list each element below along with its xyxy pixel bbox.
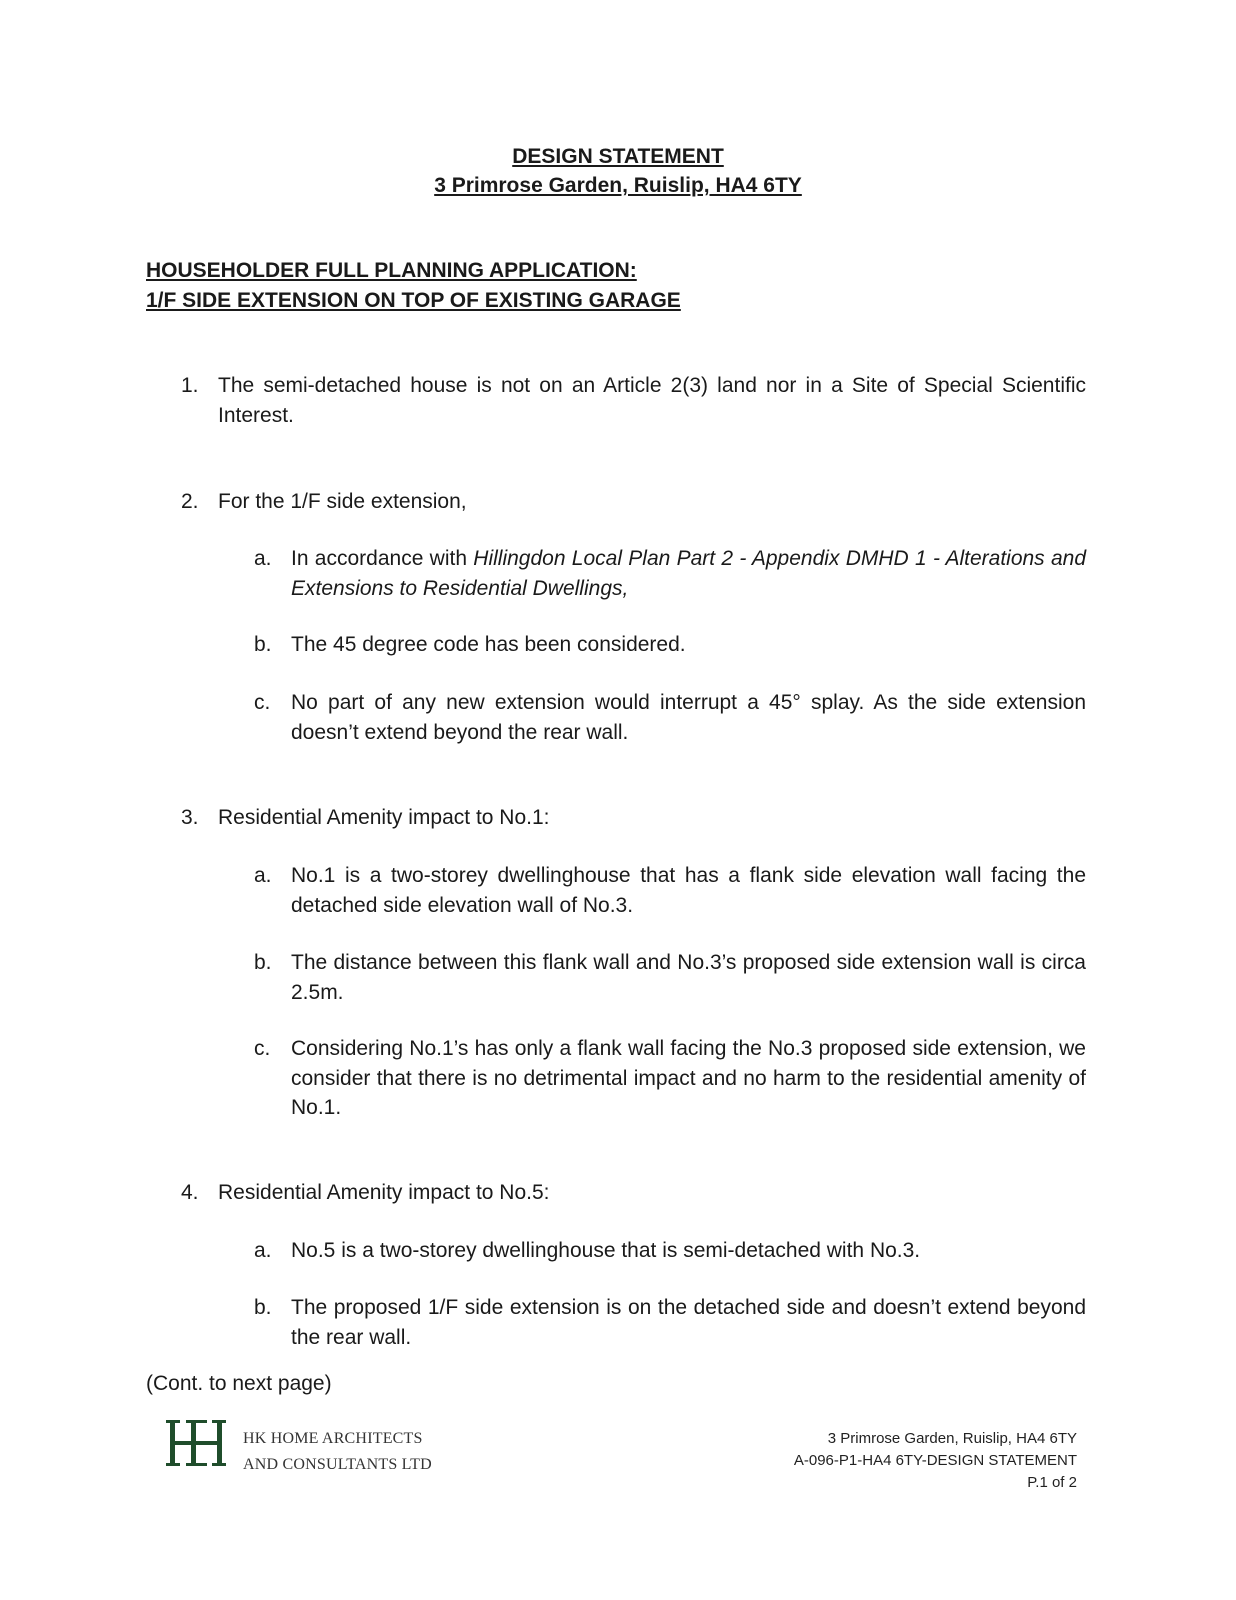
list-letter: b.: [254, 1296, 272, 1319]
list-letter: b.: [254, 633, 272, 656]
list-item-2: [181, 487, 1086, 517]
list-item-text: The semi-detached house is not on an Article 2(3) land nor in a Site of Special Scientific Interest.: [218, 374, 1086, 427]
list-item-text: The distance between this flank wall and No.3’s proposed side extension wall is circa 2.5m.: [291, 951, 1086, 1004]
list-letter: a.: [254, 547, 272, 570]
application-heading: [146, 256, 681, 316]
list-item-2b: [254, 630, 1086, 660]
list-item-text: The 45 degree code has been considered.: [291, 633, 686, 656]
title-line-2: 3 Primrose Garden, Ruislip, HA4 6TY: [434, 174, 802, 197]
list-letter: c.: [254, 691, 271, 714]
policy-reference: Hillingdon Local Plan Part 2 - Appendix DMHD 1 - Alterations and Extensions to Residential Dwellings,: [291, 547, 1087, 600]
footer-document-info: [794, 1428, 1077, 1494]
company-name-line-2: AND CONSULTANTS LTD: [243, 1456, 432, 1473]
list-number: 1.: [181, 374, 199, 397]
list-letter: a.: [254, 864, 272, 887]
list-number: 4.: [181, 1181, 199, 1204]
list-number: 2.: [181, 490, 199, 513]
list-item-2a: [254, 544, 1086, 603]
list-item-4b: [254, 1293, 1086, 1352]
list-item-text: No.5 is a two-storey dwellinghouse that is semi-detached with No.3.: [291, 1239, 921, 1262]
company-name-line-1: HK HOME ARCHITECTS: [243, 1430, 423, 1447]
continuation-note: (Cont. to next page): [146, 1372, 332, 1395]
title-line-1: DESIGN STATEMENT: [512, 145, 724, 168]
company-logo-icon: [166, 1420, 226, 1466]
list-item-text: Residential Amenity impact to No.1:: [218, 806, 550, 829]
footer-page-number: P.1 of 2: [1027, 1474, 1077, 1491]
text-prefix: In accordance with: [291, 547, 474, 570]
list-item-text: The proposed 1/F side extension is on the detached side and doesn’t extend beyond the rear wall.: [291, 1296, 1086, 1349]
list-item-2c: [254, 688, 1086, 747]
list-item-text: Residential Amenity impact to No.5:: [218, 1181, 550, 1204]
application-heading-line-2: 1/F SIDE EXTENSION ON TOP OF EXISTING GARAGE: [146, 289, 681, 312]
list-letter: b.: [254, 951, 272, 974]
list-item-text: Considering No.1’s has only a flank wall facing the No.3 proposed side extension, we consider that there is no detrimental impact and no harm to the residential amenity of No.1.: [291, 1037, 1086, 1119]
list-item-3: [181, 803, 1086, 833]
list-item-text: No.1 is a two-storey dwellinghouse that has a flank side elevation wall facing the detached side elevation wall of No.3.: [291, 864, 1086, 917]
list-item-3a: [254, 861, 1086, 920]
list-item-1: [181, 371, 1086, 430]
footer-address: 3 Primrose Garden, Ruislip, HA4 6TY: [827, 1430, 1077, 1447]
list-letter: a.: [254, 1239, 272, 1262]
list-item-3b: [254, 948, 1086, 1007]
list-item-3c: [254, 1034, 1086, 1123]
list-number: 3.: [181, 806, 199, 829]
list-item-text: For the 1/F side extension,: [218, 490, 467, 513]
list-item-4a: [254, 1236, 1086, 1266]
document-title: [0, 142, 1236, 200]
list-item-text: [291, 544, 1086, 603]
list-item-text: No part of any new extension would interrupt a 45° splay. As the side extension doesn’t extend beyond the rear wall.: [291, 691, 1086, 744]
application-heading-line-1: HOUSEHOLDER FULL PLANNING APPLICATION:: [146, 259, 637, 282]
footer-company-name: [243, 1426, 432, 1478]
list-item-4: [181, 1178, 1086, 1208]
list-letter: c.: [254, 1037, 271, 1060]
footer-document-reference: A-096-P1-HA4 6TY-DESIGN STATEMENT: [793, 1452, 1077, 1469]
